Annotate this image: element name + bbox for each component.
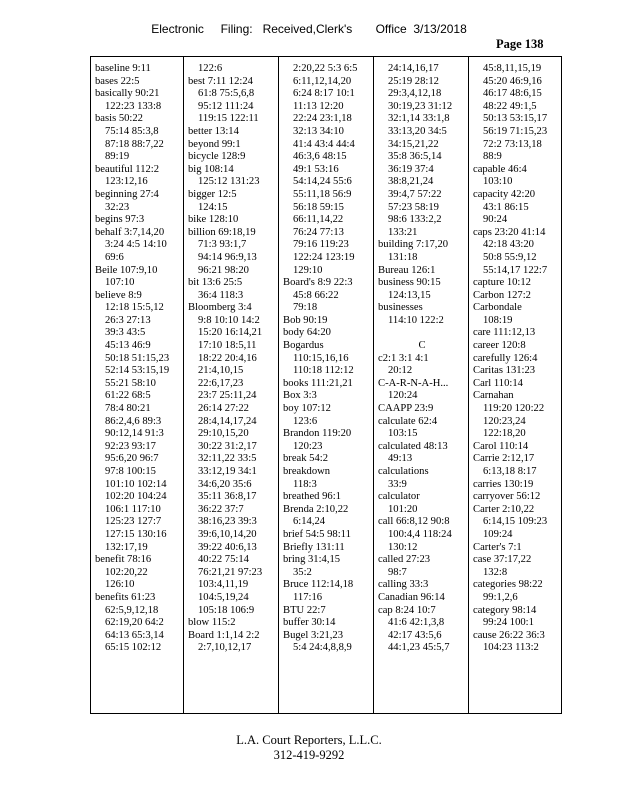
index-entry: Bugel 3:21,23 (283, 629, 344, 641)
index-entry: calling 33:3 (378, 579, 429, 591)
index-entry-continuation: 46:3,6 48:15 (293, 151, 347, 163)
index-entry: case 37:17,22 (473, 554, 532, 566)
footer-company: L.A. Court Reporters, L.L.C. (236, 733, 382, 747)
index-entry-continuation: 25:19 28:12 (388, 75, 439, 87)
index-entry: Carbondale (473, 302, 522, 314)
index-entry-continuation: 125:23 127:7 (105, 516, 162, 528)
index-entry: bit 13:6 25:5 (188, 277, 243, 289)
index-entry-continuation: 46:17 48:6,15 (483, 88, 542, 100)
index-entry-continuation: 97:8 100:15 (105, 466, 156, 477)
index-entry-continuation: 39:4,7 57:22 (388, 188, 442, 200)
index-entry: capture 10:12 (473, 277, 531, 289)
index-entry-continuation: 102:20,22 (105, 566, 148, 578)
index-entry: Board's 8:9 22:3 (283, 277, 353, 289)
index-entry: beautiful 112:2 (95, 163, 160, 175)
index-entry-continuation: 76:24 77:13 (293, 226, 344, 238)
index-entry: called 27:23 (378, 554, 431, 566)
index-entry: carryover 56:12 (473, 491, 541, 503)
index-entry-continuation: 87:18 88:7,22 (105, 138, 164, 150)
index-entry: begins 97:3 (95, 214, 145, 226)
index-entry-continuation: 33:12,19 34:1 (198, 466, 257, 477)
index-entry-continuation: 101:20 (388, 503, 418, 515)
index-entry: body 64:20 (283, 327, 331, 339)
index-entry-continuation: 20:12 (388, 365, 413, 377)
index-entry-continuation: 55:11,18 56:9 (293, 188, 352, 200)
index-entry-continuation: 61:22 68:5 (105, 390, 151, 402)
index-entry-continuation: 49:1 53:16 (293, 163, 339, 175)
index-entry: BTU 22:7 (283, 604, 326, 616)
index-entry-continuation: 15:20 16:14,21 (198, 327, 263, 339)
index-entry-continuation: 104:5,19,24 (198, 591, 249, 603)
index-entry: Bob 90:19 (283, 314, 328, 326)
index-entry-continuation: 102:20 104:24 (105, 491, 167, 503)
index-entry: carefully 126:4 (473, 352, 538, 364)
index-entry-continuation: 45:8,11,15,19 (483, 63, 542, 74)
index-entry: benefits 61:23 (95, 591, 156, 603)
index-entry-continuation: 122:18,20 (483, 428, 526, 440)
index-entry-continuation: 42:17 43:5,6 (388, 629, 442, 641)
index-entry: building 7:17,20 (378, 239, 449, 251)
index-entry-continuation: 3:24 4:5 14:10 (105, 239, 167, 251)
index-entry-continuation: 103:4,11,19 (198, 579, 249, 591)
index-entry-continuation: 75:14 85:3,8 (105, 125, 159, 137)
index-entry-continuation: 92:23 93:17 (105, 440, 156, 452)
index-entry-continuation: 109:24 (483, 528, 513, 540)
index-entry-continuation: 120:23,24 (483, 415, 526, 427)
index-entry-continuation: 101:10 102:14 (105, 478, 167, 490)
index-entry: Brenda 2:10,22 (283, 503, 349, 515)
index-entry: beyond 99:1 (188, 138, 241, 150)
index-entry-continuation: 49:13 (388, 453, 413, 465)
index-entry-continuation: 54:14,24 55:6 (293, 176, 352, 188)
index-entry: Bureau 126:1 (378, 264, 436, 276)
index-entry-continuation: 130:12 (388, 541, 418, 553)
index-entry-continuation: 107:10 (105, 277, 135, 289)
index-entry: capacity 42:20 (473, 188, 536, 200)
index-column-3 (278, 57, 374, 713)
page-number: Page 138 (496, 37, 544, 51)
index-entry-continuation: 6:24 8:17 10:1 (293, 88, 355, 100)
index-entry: career 120:8 (473, 340, 526, 352)
index-entry-continuation: 98:6 133:2,2 (388, 214, 442, 226)
index-entry: books 111:21,21 (283, 377, 353, 389)
index-entry-continuation: 56:18 59:15 (293, 201, 344, 213)
index-entry-continuation: 45:8 66:22 (293, 289, 339, 301)
index-entry-continuation: 78:4 80:21 (105, 403, 151, 415)
index-entry-continuation: 122:23 133:8 (105, 100, 162, 112)
index-entry: breathed 96:1 (283, 491, 341, 503)
index-entry: believe 8:9 (95, 289, 142, 301)
index-entry-continuation: 48:22 49:1,5 (483, 100, 537, 112)
index-entry-continuation: 35:2 (293, 566, 312, 578)
index-entry-continuation: 22:6,17,23 (198, 377, 244, 389)
index-entry: Brandon 119:20 (283, 428, 352, 440)
index-entry: benefit 78:16 (95, 554, 152, 566)
index-entry-continuation: 34:15,21,22 (388, 138, 439, 150)
index-entry-continuation: 62:5,9,12,18 (105, 604, 159, 616)
index-entry-continuation: 38:8,21,24 (388, 176, 434, 188)
index-entry-continuation: 65:15 102:12 (105, 642, 162, 654)
index-column-2 (183, 57, 279, 713)
index-entry: care 111:12,13 (473, 327, 536, 339)
index-entry-continuation: 103:10 (483, 176, 513, 188)
index-entry-continuation: 11:13 12:20 (293, 100, 344, 112)
index-entry-continuation: 110:18 112:12 (293, 365, 354, 377)
index-entry-continuation: 132:17,19 (105, 541, 148, 553)
index-entry-continuation: 106:1 117:10 (105, 503, 161, 515)
index-entry-continuation: 79:18 (293, 302, 318, 314)
index-entry: baseline 9:11 (95, 63, 151, 74)
index-entry-continuation: 18:22 20:4,16 (198, 352, 257, 364)
index-entry: basis 50:22 (95, 113, 143, 125)
index-entry: break 54:2 (283, 453, 329, 465)
index-entry: Bruce 112:14,18 (283, 579, 354, 591)
index-entry-continuation: 35:11 36:8,17 (198, 491, 257, 503)
index-entry: Carol 110:14 (473, 440, 529, 452)
index-entry-continuation: 76:21,21 97:23 (198, 566, 263, 578)
index-entry: bicycle 128:9 (188, 151, 246, 163)
index-entry-continuation: 126:10 (105, 579, 135, 591)
index-entry-continuation: 90:24 (483, 214, 508, 226)
index-entry-continuation: 88:9 (483, 151, 502, 163)
index-entry: better 13:14 (188, 125, 239, 137)
index-entry-continuation: 36:22 37:7 (198, 503, 244, 515)
footer-phone: 312-419-9292 (273, 748, 345, 762)
index-entry: c2:1 3:1 4:1 (378, 352, 429, 364)
index-entry: best 7:11 12:24 (188, 75, 253, 87)
index-entry-continuation: 57:23 58:19 (388, 201, 439, 213)
index-entry-continuation: 2:7,10,12,17 (198, 642, 252, 654)
index-entry-continuation: 6:11,12,14,20 (293, 75, 352, 87)
index-entry-continuation: 71:3 93:1,7 (198, 239, 247, 251)
index-entry-continuation: 32:13 34:10 (293, 125, 344, 137)
index-entry-continuation: 131:18 (388, 251, 418, 263)
index-entry-continuation: 32:1,14 33:1,8 (388, 113, 450, 125)
index-entry: Caritas 131:23 (473, 365, 536, 377)
index-entry-continuation: 30:22 31:2,17 (198, 440, 257, 452)
index-entry-continuation: 39:22 40:6,13 (198, 541, 257, 553)
filing-header: Electronic Filing: Received,Clerk's Office 3/13/2018 (151, 22, 467, 36)
index-entry-continuation: 41:6 42:1,3,8 (388, 617, 445, 629)
index-entry: buffer 30:14 (283, 617, 336, 629)
index-entry-continuation: 127:15 130:16 (105, 528, 167, 540)
index-entry-continuation: 6:14,15 109:23 (483, 516, 548, 528)
index-entry: Carbon 127:2 (473, 289, 531, 301)
index-entry-continuation: 55:21 58:10 (105, 377, 156, 389)
index-entry: Carter's 7:1 (473, 541, 522, 553)
index-entry-continuation: 120:23 (293, 440, 323, 452)
index-table (90, 56, 562, 714)
index-entry-continuation: 17:10 18:5,11 (198, 340, 257, 352)
index-entry: behalf 3:7,14,20 (95, 226, 165, 238)
index-entry-continuation: 108:19 (483, 314, 513, 326)
index-entry: caps 23:20 41:14 (473, 226, 546, 238)
index-entry-continuation: 6:14,24 (293, 516, 326, 528)
index-entry: bring 31:4,15 (283, 554, 341, 566)
index-entry-continuation: 99:24 100:1 (483, 617, 534, 629)
index-entry: businesses (378, 302, 423, 314)
index-entry: calculated 48:13 (378, 440, 448, 452)
index-entry-continuation: 6:13,18 8:17 (483, 466, 537, 477)
index-entry: beginning 27:4 (95, 188, 159, 200)
index-entry-continuation: 50:13 53:15,17 (483, 113, 548, 125)
index-entry-continuation: 117:16 (293, 591, 323, 603)
index-entry: calculations (378, 466, 429, 477)
index-entry-continuation: 45:20 46:9,16 (483, 75, 542, 87)
index-entry-continuation: 124:15 (198, 201, 228, 213)
index-entry-continuation: 26:14 27:22 (198, 403, 249, 415)
index-entry: billion 69:18,19 (188, 226, 256, 238)
index-entry: big 108:14 (188, 163, 234, 175)
index-entry-continuation: 79:16 119:23 (293, 239, 349, 251)
index-entry: Carrie 2:12,17 (473, 453, 535, 465)
index-entry: Briefly 131:11 (283, 541, 345, 553)
index-entry-continuation: 86:2,4,6 89:3 (105, 415, 162, 427)
index-entry-continuation: 29:3,4,12,18 (388, 88, 442, 100)
index-entry-continuation: 39:3 43:5 (105, 327, 146, 339)
index-entry-continuation: 122:24 123:19 (293, 251, 355, 263)
index-entry-continuation: 119:20 120:22 (483, 403, 545, 415)
index-entry-continuation: 110:15,16,16 (293, 352, 349, 364)
index-entry-continuation: 52:14 53:15,19 (105, 365, 170, 377)
index-entry: breakdown (283, 466, 331, 477)
index-entry-continuation: 35:8 36:5,14 (388, 151, 442, 163)
index-entry: basically 90:21 (95, 88, 160, 100)
index-entry-continuation: 43:1 86:15 (483, 201, 529, 213)
index-entry: carries 130:19 (473, 478, 534, 490)
index-entry-continuation: 64:13 65:3,14 (105, 629, 164, 641)
section-spacer (378, 327, 466, 340)
index-entry-continuation: 29:10,15,20 (198, 428, 249, 440)
index-entry: brief 54:5 98:11 (283, 528, 351, 540)
index-entry: Carl 110:14 (473, 377, 523, 389)
index-entry-continuation: 24:14,16,17 (388, 63, 439, 74)
index-entry-continuation: 22:24 23:1,18 (293, 113, 352, 125)
index-entry-continuation: 28:4,14,17,24 (198, 415, 257, 427)
index-entry-continuation: 124:13,15 (388, 289, 431, 301)
index-entry-continuation: 36:4 118:3 (198, 289, 244, 301)
index-entry: bases 22:5 (95, 75, 140, 87)
index-entry-continuation: 120:24 (388, 390, 418, 402)
index-column-1 (91, 57, 183, 713)
index-entry-continuation: 30:19,23 31:12 (388, 100, 453, 112)
index-entry-continuation: 89:19 (105, 151, 130, 163)
index-entry-continuation: 32:11,22 33:5 (198, 453, 257, 465)
index-entry-continuation: 33:13,20 34:5 (388, 125, 447, 137)
index-entry-continuation: 123:12,16 (105, 176, 148, 188)
index-entry-continuation: 104:23 113:2 (483, 642, 539, 654)
index-entry: Carter 2:10,22 (473, 503, 535, 515)
index-entry-continuation: 33:9 (388, 478, 407, 490)
index-entry: boy 107:12 (283, 403, 331, 415)
index-entry-continuation: 2:20,22 5:3 6:5 (293, 63, 358, 74)
index-entry-continuation: 32:23 (105, 201, 130, 213)
index-entry: bigger 12:5 (188, 188, 237, 200)
index-entry-continuation: 61:8 75:5,6,8 (198, 88, 255, 100)
index-entry-continuation: 41:4 43:4 44:4 (293, 138, 355, 150)
index-entry-continuation: 95:12 111:24 (198, 100, 254, 112)
index-entry-continuation: 105:18 106:9 (198, 604, 255, 616)
index-entry-continuation: 94:14 96:9,13 (198, 251, 257, 263)
index-entry-continuation: 118:3 (293, 478, 317, 490)
index-entry-continuation: 129:10 (293, 264, 323, 276)
index-entry: cap 8:24 10:7 (378, 604, 436, 616)
index-entry-continuation: 36:19 37:4 (388, 163, 434, 175)
index-entry: Box 3:3 (283, 390, 317, 402)
index-entry-continuation: 100:4,4 118:24 (388, 528, 452, 540)
index-entry: cause 26:22 36:3 (473, 629, 545, 641)
index-entry-continuation: 45:13 46:9 (105, 340, 151, 352)
index-entry-continuation: 122:6 (198, 63, 223, 74)
index-entry-continuation: 72:2 73:13,18 (483, 138, 542, 150)
index-entry-continuation: 21:4,10,15 (198, 365, 244, 377)
index-entry-continuation: 38:16,23 39:3 (198, 516, 257, 528)
index-entry-continuation: 50:18 51:15,23 (105, 352, 170, 364)
index-entry: Beile 107:9,10 (95, 264, 158, 276)
index-entry: calculate 62:4 (378, 415, 438, 427)
index-entry: blow 115:2 (188, 617, 236, 629)
index-entry: C-A-R-N-A-H... (378, 377, 449, 389)
index-entry-continuation: 132:8 (483, 566, 508, 578)
index-entry: capable 46:4 (473, 163, 527, 175)
index-entry-continuation: 26:3 27:13 (105, 314, 151, 326)
index-entry-continuation: 44:1,23 45:5,7 (388, 642, 450, 654)
index-entry-continuation: 9:8 10:10 14:2 (198, 314, 260, 326)
index-entry: calculator (378, 491, 420, 503)
index-entry-continuation: 95:6,20 96:7 (105, 453, 159, 465)
index-entry: CAAPP 23:9 (378, 403, 434, 415)
index-entry-continuation: 40:22 75:14 (198, 554, 249, 566)
index-entry: Canadian 96:14 (378, 591, 445, 603)
index-entry-continuation: 133:21 (388, 226, 418, 238)
index-entry-continuation: 55:14,17 122:7 (483, 264, 548, 276)
index-entry-continuation: 90:12,14 91:3 (105, 428, 164, 440)
index-entry-continuation: 125:12 131:23 (198, 176, 260, 188)
index-entry: categories 98:22 (473, 579, 543, 591)
index-entry: Bloomberg 3:4 (188, 302, 252, 314)
index-entry: call 66:8,12 90:8 (378, 516, 450, 528)
index-entry-continuation: 103:15 (388, 428, 418, 440)
index-entry-continuation: 23:7 25:11,24 (198, 390, 257, 402)
index-entry-continuation: 114:10 122:2 (388, 314, 444, 326)
index-entry: category 98:14 (473, 604, 537, 616)
index-entry-continuation: 34:6,20 35:6 (198, 478, 252, 490)
index-entry-continuation: 99:1,2,6 (483, 591, 518, 603)
index-entry-continuation: 62:19,20 64:2 (105, 617, 164, 629)
index-entry: Board 1:1,14 2:2 (188, 629, 260, 641)
index-entry-continuation: 119:15 122:11 (198, 113, 259, 125)
index-entry-continuation: 50:8 55:9,12 (483, 251, 537, 263)
index-entry-continuation: 39:6,10,14,20 (198, 528, 257, 540)
index-entry-continuation: 12:18 15:5,12 (105, 302, 164, 314)
index-entry-continuation: 98:7 (388, 566, 407, 578)
index-entry-continuation: 42:18 43:20 (483, 239, 534, 251)
index-column-5 (468, 57, 564, 713)
index-entry-continuation: 69:6 (105, 251, 124, 263)
index-entry-continuation: 56:19 71:15,23 (483, 125, 548, 137)
index-entry: Carnahan (473, 390, 514, 402)
index-column-4 (373, 57, 469, 713)
section-letter: C (418, 340, 426, 352)
index-entry: bike 128:10 (188, 214, 239, 226)
index-entry-continuation: 5:4 24:4,8,8,9 (293, 642, 352, 654)
index-entry-continuation: 96:21 98:20 (198, 264, 249, 276)
index-entry: Bogardus (283, 340, 324, 352)
index-entry-continuation: 66:11,14,22 (293, 214, 344, 226)
index-entry-continuation: 123:6 (293, 415, 318, 427)
index-entry: business 90:15 (378, 277, 441, 289)
